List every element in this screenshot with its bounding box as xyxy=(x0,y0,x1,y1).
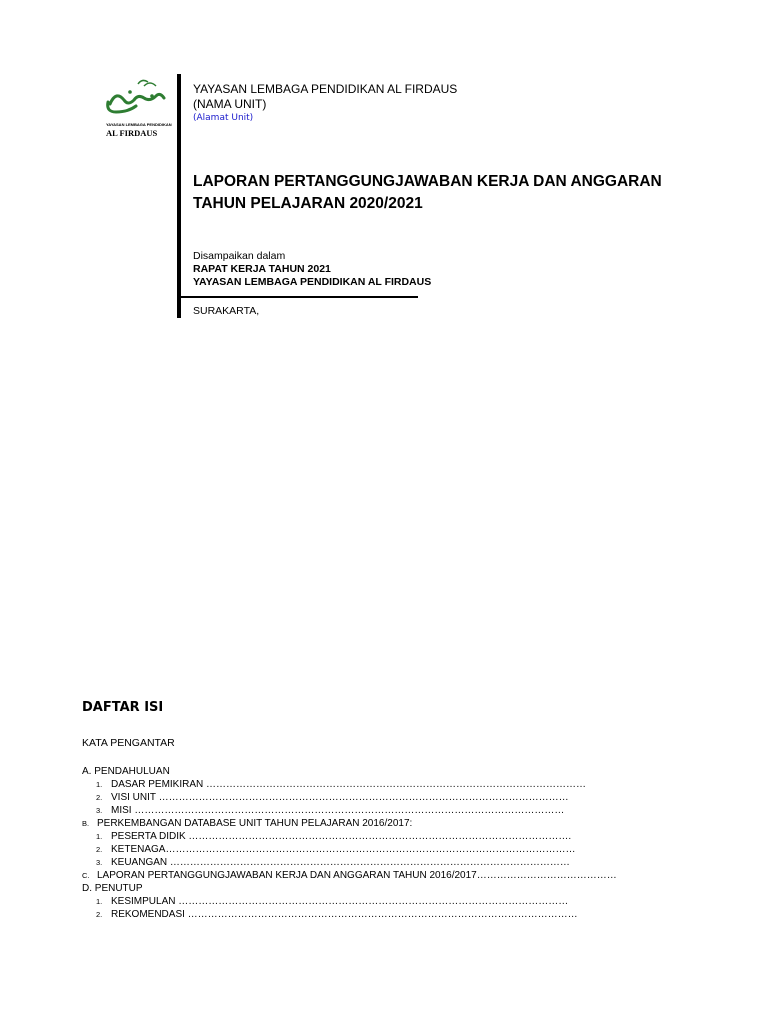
report-title-line2: TAHUN PELAJARAN 2020/2021 xyxy=(193,195,423,212)
toc-title: DAFTAR ISI xyxy=(82,700,164,715)
toc-item: 2. KETENAGA…………………………………………………………………………………………………………… xyxy=(96,844,576,855)
toc-item: C. LAPORAN PERTANGGUNGJAWABAN KERJA DAN ANGGARAN TAHUN 2016/2017…………………………………… xyxy=(82,870,617,881)
toc-item: D. PENUTUP xyxy=(82,883,143,894)
delivered-text: Disampaikan dalam xyxy=(193,250,286,262)
toc-item: 3. KEUANGAN ………………………………………………………………………………………………………… xyxy=(96,857,570,868)
logo-caption-name: AL FIRDAUS xyxy=(106,128,158,138)
logo-caption-top: YAYASAN LEMBAGA PENDIDIKAN xyxy=(106,122,172,127)
horizontal-rule xyxy=(177,296,418,298)
toc-item: 1. DASAR PEMIKIRAN …………………………………………………………………………………………………… xyxy=(96,779,587,790)
vertical-rule xyxy=(177,74,181,318)
toc-item: A. PENDAHULUAN xyxy=(82,766,170,777)
toc-item: 2. VISI UNIT …………………………………………………………………………………………………………… xyxy=(96,792,569,803)
city-text: SURAKARTA, xyxy=(193,305,260,317)
table-of-contents xyxy=(82,765,682,921)
unit-address: (Alamat Unit) xyxy=(193,113,254,123)
foundation-text: YAYASAN LEMBAGA PENDIDIKAN AL FIRDAUS xyxy=(193,276,432,288)
al-firdaus-logo xyxy=(100,74,172,140)
toc-item: 3. MISI ………………………………………………………………………………………………………………… xyxy=(96,805,565,816)
report-title-line1: LAPORAN PERTANGGUNGJAWABAN KERJA DAN ANGGARAN xyxy=(193,173,662,190)
organization-name: YAYASAN LEMBAGA PENDIDIKAN AL FIRDAUS xyxy=(193,82,458,96)
toc-item: 2. REKOMENDASI ……………………………………………………………………………………………………… xyxy=(96,909,578,920)
unit-name: (NAMA UNIT) xyxy=(193,97,267,111)
toc-item: B. PERKEMBANGAN DATABASE UNIT TAHUN PELAJARAN 2016/2017: xyxy=(82,818,413,829)
toc-preface: KATA PENGANTAR xyxy=(82,737,175,749)
toc-item: 1. PESERTA DIDIK ……………………………………………………………………………………………………. xyxy=(96,831,572,842)
toc-item: 1. KESIMPULAN ……………………………………………………………………………………………………… xyxy=(96,896,569,907)
meeting-text: RAPAT KERJA TAHUN 2021 xyxy=(193,263,331,275)
delivery-block xyxy=(193,250,431,289)
